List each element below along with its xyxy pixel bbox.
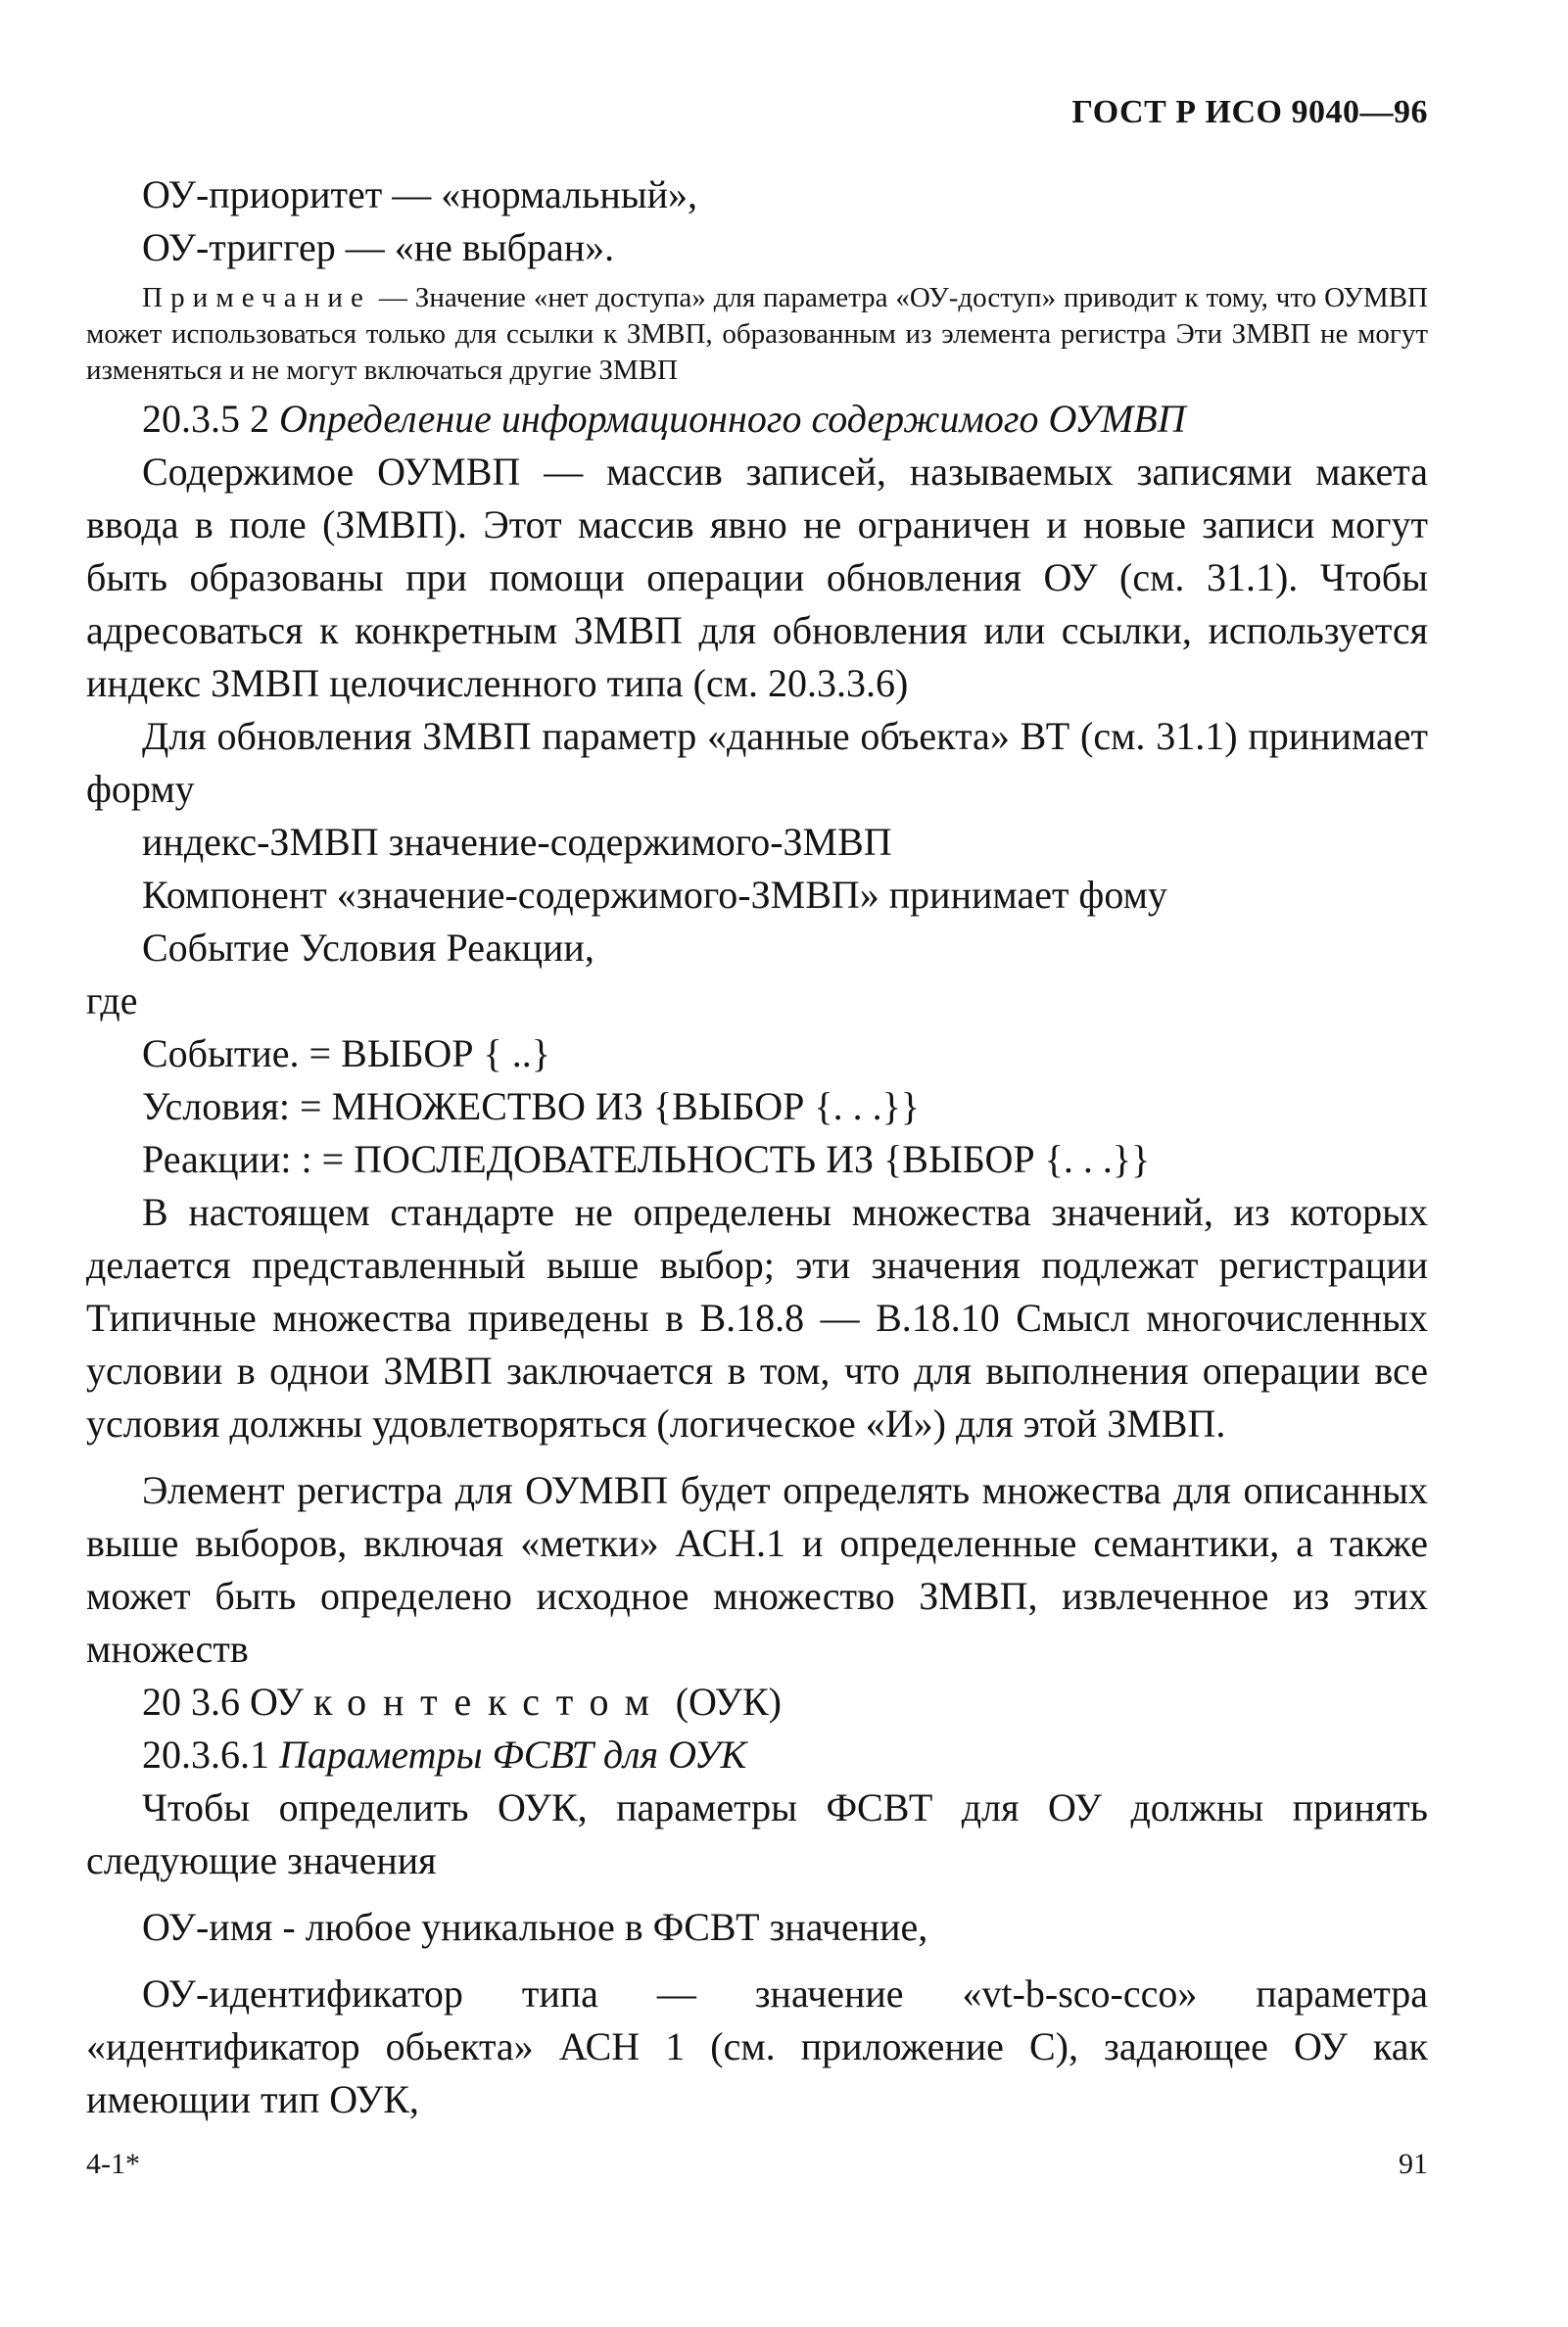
paragraph-ouk-parameters: Чтобы определить ОУК, параметры ФСВТ для ОУ должны принять следующие значения: [86, 1785, 1428, 1882]
section3-title: Параметры ФСВТ для ОУК: [279, 1733, 747, 1777]
section2-tail: (ОУК): [665, 1680, 782, 1724]
formula-reactions: Реакции: : = ПОСЛЕДОВАТЕЛЬНОСТЬ ИЗ {ВЫБОР {. . .}}: [142, 1137, 1151, 1181]
page-number: 91: [1399, 2148, 1428, 2180]
form-line: индекс-ЗМВП значение-содержимого-ЗМВП: [142, 820, 892, 864]
section3-number: 20.3.6.1: [142, 1733, 279, 1777]
section-heading-20-3-6-1: [86, 1729, 1428, 1781]
param-trigger-line: ОУ-триггер — «не выбран».: [142, 225, 615, 269]
paragraph-content-definition: Содержимое ОУМВП — массив записей, называемых записями макета ввода в поле (ЗМВП). Этот массив явно не ограничен и новые записи могут быть образованы при помощи операции обновления ОУ (см. 31.1). Чтобы адресоваться к конкретным ЗМВП для обновления или ссылки, используется индекс ЗМВП целочисленного типа (см. 20.3.3.6): [86, 450, 1428, 705]
standard-code-header: ГОСТ Р ИСО 9040—96: [1071, 94, 1428, 130]
section-title: Определение информационного содержимого ОУМВП: [279, 397, 1186, 441]
paragraph-value-sets: В настоящем стандарте не определены множества значений, из которых делается представленный выше выбор; эти значения подлежат регистрации Типичные множества приведены в В.18.8 — В.18.10 Смысл многочисленных условии в однои ЗМВП заключается в том, что для выполнения операции все условия должны удовлетворяться (логическое «И») для этой ЗМВП.: [86, 1190, 1428, 1446]
page-signature-mark: 4-1*: [86, 2148, 140, 2180]
where-line: где: [86, 978, 138, 1022]
section2-number: 20 3.6 ОУ: [142, 1680, 313, 1724]
page-body: [86, 168, 1428, 2126]
section-heading-20-3-5-2: [86, 393, 1428, 446]
paragraph-ou-type-id: ОУ-идентификатор типа — значение «vt-b-sco-cco» параметра «идентификатор обьекта» АСН 1 (см. приложение С), задающее ОУ как имеющии тип ОУК,: [86, 1971, 1428, 2121]
formula-conditions: Условия: = МНОЖЕСТВО ИЗ {ВЫБОР {. . .}}: [142, 1084, 921, 1128]
formula-event: Событие. = ВЫБОР { ..}: [142, 1031, 550, 1075]
param-priority-line: ОУ-приоритет — «нормальный»,: [142, 172, 698, 216]
event-conditions-line: Событие Условия Реакции,: [142, 926, 594, 970]
note-paragraph: [86, 280, 1428, 389]
section-number: 20.3.5 2: [142, 397, 279, 441]
section2-word: контекстом: [312, 1680, 666, 1724]
paragraph-update-form: Для обновления ЗМВП параметр «данные объекта» ВТ (см. 31.1) принимает форму: [86, 714, 1428, 811]
component-line: Компонент «значение-содержимого-ЗМВП» принимает фому: [142, 873, 1167, 917]
paragraph-ou-name: ОУ-имя - любое уникальное в ФСВТ значение,: [142, 1905, 928, 1949]
note-text: — Значение «нет доступа» для параметра «ОУ-доступ» приводит к тому, что ОУМВП может использоваться только для ссылки к ЗМВП, образованным из элемента регистра Эти ЗМВП не могут изменяться и не могут включаться другие ЗМВП: [86, 282, 1428, 386]
note-label: Примечание: [142, 282, 372, 313]
paragraph-register-element: Элемент регистра для ОУМВП будет определять множества для описанных выше выборов, включая «метки» АСН.1 и определенные семантики, а также может быть определено исходное множество ЗМВП, извлеченное из этих множеств: [86, 1468, 1428, 1671]
section-heading-20-3-6: [86, 1676, 1428, 1729]
